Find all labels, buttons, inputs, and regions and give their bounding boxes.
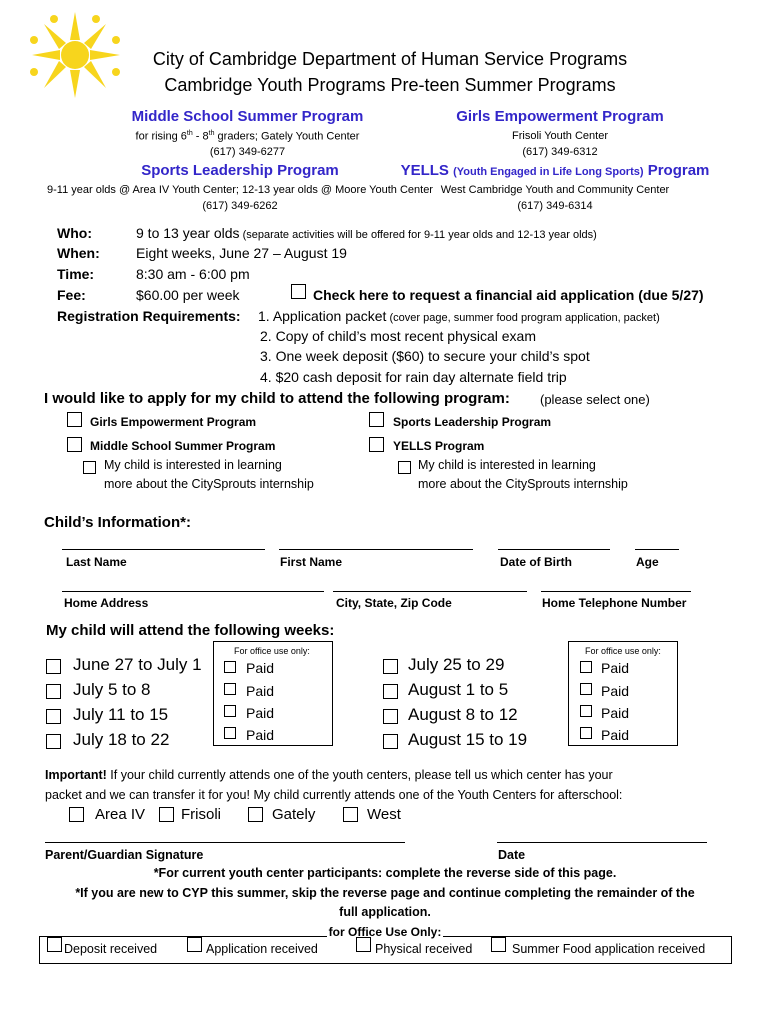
apply-note: (please select one) (540, 392, 650, 407)
paid-checkbox[interactable] (580, 705, 592, 717)
physical-received-checkbox[interactable] (356, 937, 371, 952)
week-checkbox[interactable] (383, 684, 398, 699)
child-info-heading: Child’s Information*: (44, 514, 191, 531)
center-label-west: West (367, 806, 401, 823)
when-label: When: (57, 245, 100, 261)
city-label: City, State, Zip Code (336, 596, 452, 610)
requirement-1: 1. Application packet (cover page, summer food program application, packet) (258, 308, 660, 324)
center-label-gately: Gately (272, 806, 316, 823)
office-use-left: For office use only: (234, 646, 310, 656)
footer-note-2: *If you are new to CYP this summer, skip the reverse page and continue completing the remainder of the (75, 886, 695, 900)
first-name-label: First Name (280, 555, 343, 569)
paid-label: Paid (601, 705, 630, 721)
apply-heading: I would like to apply for my child to attend the following program: (44, 390, 510, 407)
dob-label: Date of Birth (500, 555, 572, 569)
week-checkbox[interactable] (46, 684, 61, 699)
sports-program-checkbox[interactable] (369, 412, 384, 427)
requirement-2: 2. Copy of child’s most recent physical exam (260, 328, 536, 344)
paid-checkbox[interactable] (580, 727, 592, 739)
address-label: Home Address (64, 596, 149, 610)
paid-label: Paid (601, 727, 630, 743)
requirement-4: 4. $20 cash deposit for rain day alternate field trip (260, 369, 567, 385)
girls-program-option: Girls Empowerment Program (90, 415, 257, 429)
middle-school-checkbox[interactable] (67, 437, 82, 452)
paid-label: Paid (246, 727, 275, 743)
center-checkbox-gately[interactable] (248, 807, 263, 822)
week-checkbox[interactable] (46, 734, 61, 749)
week-checkbox[interactable] (383, 734, 398, 749)
citysprouts-text-yells-2: more about the CitySprouts internship (418, 477, 628, 491)
signature-line[interactable] (45, 842, 405, 843)
sports-program-option: Sports Leadership Program (393, 415, 552, 429)
center-checkbox-area-iv[interactable] (69, 807, 84, 822)
requirement-3: 3. One week deposit ($60) to secure your child’s spot (260, 348, 590, 364)
fee-value: $60.00 per week (136, 287, 240, 303)
fee-label: Fee: (57, 287, 86, 303)
week-label: July 11 to 15 (73, 705, 169, 724)
week-label: June 27 to July 1 (73, 655, 202, 674)
paid-label: Paid (246, 660, 275, 676)
first-name-line[interactable] (279, 549, 473, 550)
middle-school-option: Middle School Summer Program (90, 439, 276, 453)
paid-label: Paid (246, 683, 275, 699)
week-checkbox[interactable] (383, 709, 398, 724)
center-label-frisoli: Frisoli (181, 806, 221, 823)
yells-program-phone: (617) 349-6314 (517, 200, 593, 212)
center-checkbox-west[interactable] (343, 807, 358, 822)
phone-label: Home Telephone Number (542, 596, 687, 610)
paid-checkbox[interactable] (224, 705, 236, 717)
footer-note-1: *For current youth center participants: complete the reverse side of this page. (153, 866, 617, 880)
footer-note-3: full application. (339, 905, 431, 919)
week-label: August 15 to 19 (408, 730, 528, 749)
middle-school-phone: (617) 349-6277 (209, 146, 286, 158)
important-text-2: packet and we can transfer it for you! My child currently attends one of the Youth Centers for afterschool: (45, 788, 623, 802)
yells-program-option: YELLS Program (393, 439, 485, 453)
financial-aid-checkbox[interactable] (291, 284, 306, 299)
application-received-checkbox[interactable] (187, 937, 202, 952)
center-label-area-iv: Area IV (95, 806, 146, 823)
citysprouts-checkbox-middle[interactable] (83, 461, 96, 474)
week-checkbox[interactable] (46, 659, 61, 674)
citysprouts-text-middle-2: more about the CitySprouts internship (104, 477, 314, 491)
paid-checkbox[interactable] (580, 683, 592, 695)
summer-food-received-checkbox[interactable] (491, 937, 506, 952)
girls-program-phone: (617) 349-6312 (522, 146, 598, 158)
time-value: 8:30 am - 6:00 pm (136, 266, 250, 282)
week-label: July 25 to 29 (408, 655, 505, 674)
who-value: 9 to 13 year olds (separate activities will be offered for 9-11 year olds and 12-13 year olds) (136, 225, 597, 241)
week-label: August 8 to 12 (408, 705, 518, 724)
citysprouts-text-yells-1: My child is interested in learning (418, 458, 596, 472)
week-label: July 5 to 8 (73, 680, 151, 699)
date-line[interactable] (497, 842, 707, 843)
address-line[interactable] (62, 591, 324, 592)
citysprouts-text-middle-1: My child is interested in learning (104, 458, 282, 472)
girls-program-location: Frisoli Youth Center (512, 130, 608, 142)
middle-school-program-heading: Middle School Summer Program (131, 108, 364, 125)
paid-checkbox[interactable] (224, 727, 236, 739)
girls-program-heading: Girls Empowerment Program (456, 108, 664, 125)
yells-program-heading: YELLS (Youth Engaged in Life Long Sports) Program (400, 162, 710, 179)
registration-label: Registration Requirements: (57, 308, 241, 324)
date-label: Date (498, 848, 526, 862)
week-label: July 18 to 22 (73, 730, 170, 749)
center-checkbox-frisoli[interactable] (159, 807, 174, 822)
important-text-1: Important! If your child currently attends one of the youth centers, please tell us which center has your (45, 768, 613, 782)
paid-label: Paid (601, 683, 630, 699)
citysprouts-checkbox-yells[interactable] (398, 461, 411, 474)
paid-label: Paid (601, 660, 630, 676)
dob-line[interactable] (498, 549, 610, 550)
physical-received-label: Physical received (375, 942, 473, 956)
who-label: Who: (57, 225, 92, 241)
office-use-right: For office use only: (585, 646, 661, 656)
yells-program-checkbox[interactable] (369, 437, 384, 452)
financial-aid-text: Check here to request a financial aid application (due 5/27) (313, 287, 704, 303)
paid-checkbox[interactable] (580, 661, 592, 673)
deposit-received-checkbox[interactable] (47, 937, 62, 952)
yells-program-location: West Cambridge Youth and Community Center (440, 184, 670, 196)
middle-school-description: for rising 6th - 8th graders; Gately Youth Center (135, 130, 360, 143)
sports-program-phone: (617) 349-6262 (202, 200, 278, 212)
signature-label: Parent/Guardian Signature (45, 848, 204, 862)
week-checkbox[interactable] (46, 709, 61, 724)
city-line[interactable] (333, 591, 527, 592)
sports-program-heading: Sports Leadership Program (141, 162, 339, 179)
paid-label: Paid (246, 705, 275, 721)
last-name-label: Last Name (66, 555, 127, 569)
deposit-received-label: Deposit received (64, 942, 158, 956)
summer-food-received-label: Summer Food application received (512, 942, 706, 956)
paid-checkbox[interactable] (224, 661, 236, 673)
week-checkbox[interactable] (383, 659, 398, 674)
phone-line[interactable] (541, 591, 691, 592)
when-value: Eight weeks, June 27 – August 19 (136, 245, 347, 261)
title-line1: City of Cambridge Department of Human Service Programs (152, 49, 628, 69)
application-received-label: Application received (206, 942, 318, 956)
office-use-title: for Office Use Only: (328, 925, 442, 939)
age-line[interactable] (635, 549, 679, 550)
last-name-line[interactable] (62, 549, 265, 550)
girls-program-checkbox[interactable] (67, 412, 82, 427)
weeks-heading: My child will attend the following weeks: (46, 622, 335, 639)
paid-checkbox[interactable] (224, 683, 236, 695)
age-label: Age (636, 555, 659, 569)
title-line2: Cambridge Youth Programs Pre-teen Summer Programs (164, 75, 616, 95)
time-label: Time: (57, 266, 95, 282)
sports-program-location: 9-11 year olds @ Area IV Youth Center; 12-13 year olds @ Moore Youth Center (47, 184, 433, 196)
week-label: August 1 to 5 (408, 680, 509, 699)
